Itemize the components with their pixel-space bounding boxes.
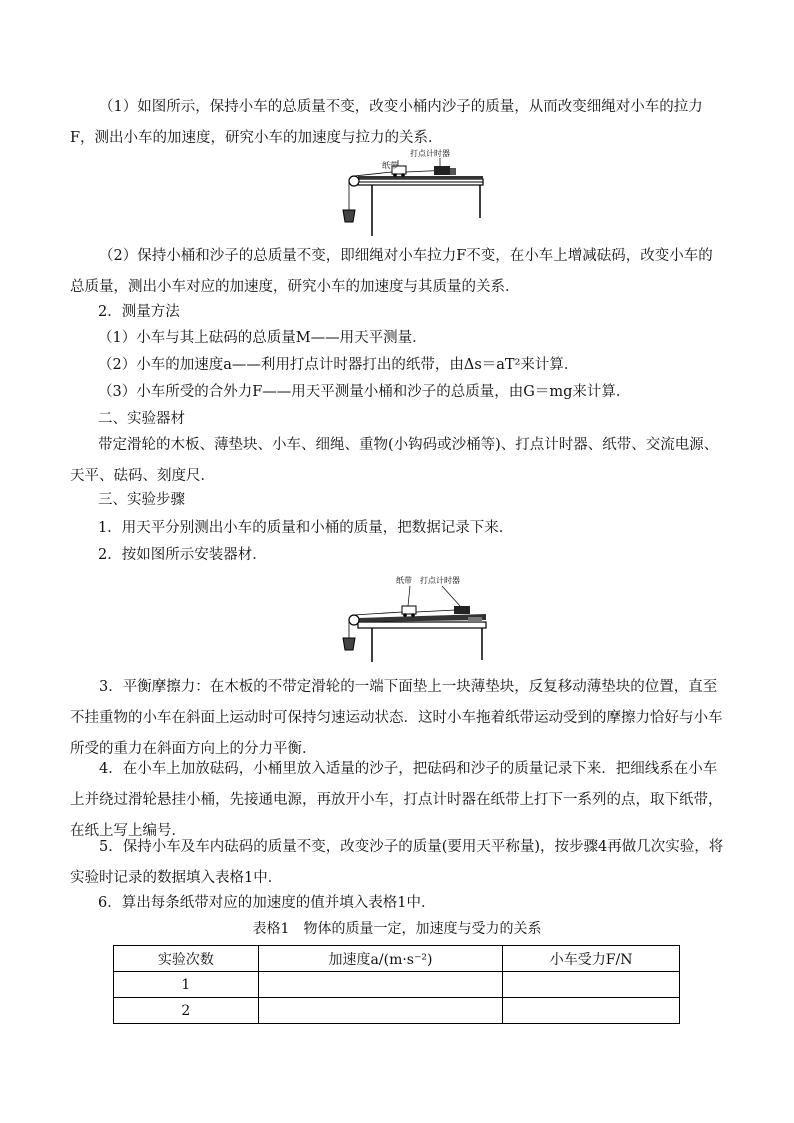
heading-equipment: 二、实验器材 xyxy=(98,411,185,427)
apparatus-figure-2 xyxy=(330,572,490,664)
cell-acceleration[interactable] xyxy=(258,972,503,998)
cell-force[interactable] xyxy=(503,998,680,1024)
label-timer: 打点计时器 xyxy=(410,149,450,158)
header-force: 小车受力F/N xyxy=(503,946,680,972)
step-4: 4．在小车上加放砝码，小桶里放入适量的沙子，把砝码和沙子的质量记录下来．把细线系在小车上并绕过滑轮悬挂小桶，先接通电源，再放开小车，打点计时器在纸带上打下一系列的点，取下纸带，在纸上写上编号． xyxy=(70,761,723,839)
header-acceleration: 加速度a/(m·s⁻²) xyxy=(258,946,503,972)
step-2: 2．按如图所示安装器材． xyxy=(98,547,267,563)
method-item-3: （3）小车所受的合外力F——用天平测量小桶和沙子的总质量，由G＝mg来计算． xyxy=(98,384,631,400)
apparatus-figure-1 xyxy=(330,146,490,238)
table-row xyxy=(114,998,680,1024)
label-tape: 纸带 xyxy=(382,161,398,170)
method-item-1: （1）小车与其上砝码的总质量M——用天平测量． xyxy=(98,330,427,346)
heading-steps: 三、实验步骤 xyxy=(98,492,185,508)
header-trial: 实验次数 xyxy=(114,946,259,972)
heading-method: 2．测量方法 xyxy=(98,304,180,320)
step-6: 6．算出每条纸带对应的加速度的值并填入表格1中． xyxy=(98,895,436,911)
board xyxy=(358,176,483,179)
cell-acceleration[interactable] xyxy=(258,998,503,1024)
method-item-2: （2）小车的加速度a——利用打点计时器打出的纸带，由Δs＝aT²来计算． xyxy=(98,357,579,373)
pulley-icon xyxy=(349,615,359,625)
pad-icon xyxy=(468,617,482,622)
cell-force[interactable] xyxy=(503,972,680,998)
table-caption: 表格1 物体的质量一定，加速度与受力的关系 xyxy=(252,921,542,937)
table-row xyxy=(114,972,680,998)
cell-trial: 2 xyxy=(114,998,259,1024)
step-3: 3．平衡摩擦力：在木板的不带定滑轮的一端下面垫上一块薄垫块，反复移动薄垫块的位置，直至不挂重物的小车在斜面上运动时可保持匀速运动状态．这时小车拖着纸带运动受到的摩擦力恰好与小车所受的重力在斜面方向上的分力平衡． xyxy=(70,679,723,757)
data-table xyxy=(113,945,680,1024)
equipment-text: 带定滑轮的木板、薄垫块、小车、细绳、重物(小钩码或沙桶等)、打点计时器、纸带、交流电源、天平、砝码、刻度尺． xyxy=(70,437,719,484)
pulley-icon xyxy=(349,176,359,186)
timer-icon xyxy=(454,606,470,614)
bucket-icon xyxy=(343,638,355,650)
paragraph-2: （2）保持小桶和沙子的总质量不变，即细绳对小车拉力F不变，在小车上增减砝码，改变小车的总质量，测出小车对应的加速度，研究小车的加速度与其质量的关系． xyxy=(70,248,713,295)
label-timer: 打点计时器 xyxy=(420,576,460,585)
step-1: 1．用天平分别测出小车的质量和小桶的质量，把数据记录下来． xyxy=(98,520,514,536)
table-header-row xyxy=(114,946,680,972)
cart-icon xyxy=(402,606,416,614)
board xyxy=(358,614,486,622)
paragraph-1: （1）如图所示，保持小车的总质量不变，改变小桶内沙子的质量，从而改变细绳对小车的拉力F，测出小车的加速度，研究小车的加速度与拉力的关系． xyxy=(70,99,703,146)
label-tape: 纸带 xyxy=(396,576,412,585)
cell-trial: 1 xyxy=(114,972,259,998)
bucket-icon xyxy=(343,210,355,222)
step-5: 5．保持小车及车内砝码的质量不变，改变沙子的质量(要用天平称量)，按步骤4再做几次实验，将实验时记录的数据填入表格1中． xyxy=(70,839,724,886)
timer-icon xyxy=(434,166,450,175)
table-top xyxy=(358,622,486,628)
